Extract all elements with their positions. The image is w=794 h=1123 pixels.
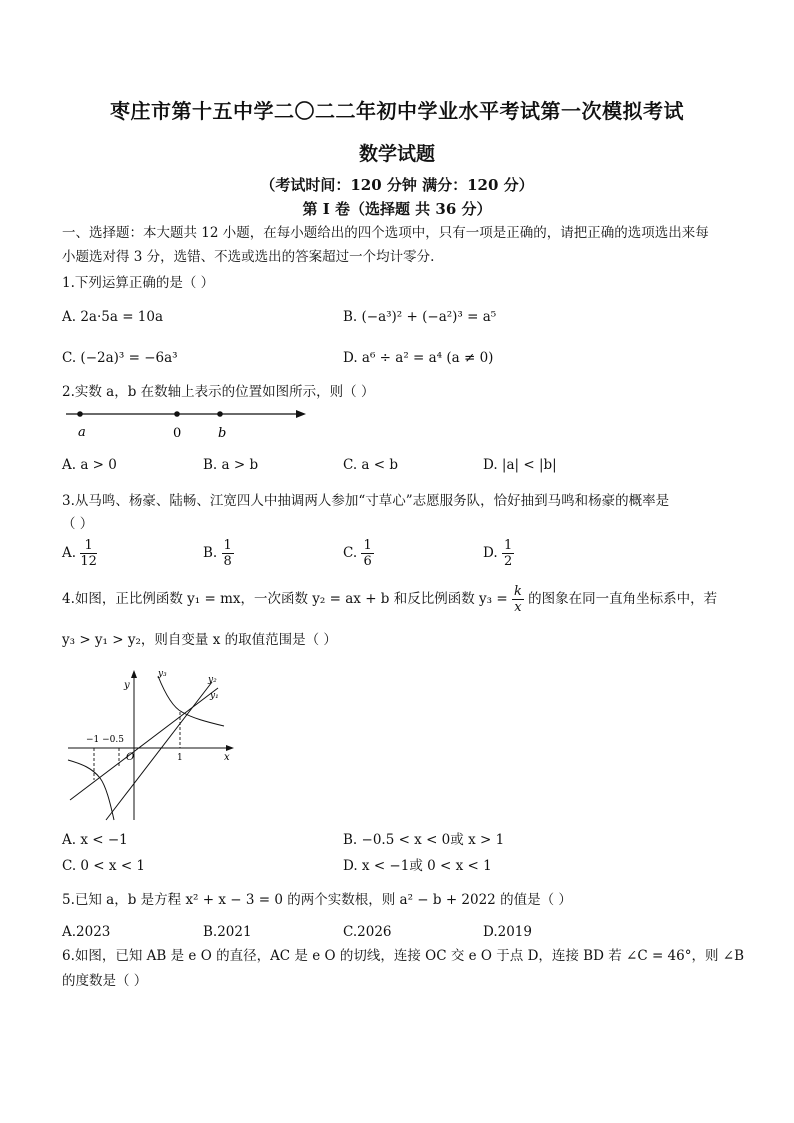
q4-stem xyxy=(62,585,717,614)
q3-option-b xyxy=(203,539,234,568)
volume-heading: 第 I 卷（选择题 共 36 分） xyxy=(302,200,492,218)
q3-option-d-letter: D. xyxy=(483,545,498,561)
q4-option-a: A. x < −1 xyxy=(62,832,128,848)
fraction xyxy=(80,539,97,568)
fraction-denominator: x xyxy=(514,600,522,615)
fraction xyxy=(361,539,373,568)
number-line-arrow xyxy=(296,410,306,418)
fraction-numerator: 1 xyxy=(80,539,97,554)
point-b xyxy=(217,411,223,417)
point-zero xyxy=(174,411,180,417)
q3-option-b-letter: B. xyxy=(203,545,218,561)
fraction-numerator: 1 xyxy=(223,538,232,553)
fraction-denominator: 8 xyxy=(223,554,232,569)
q3-stem-paren: （ ） xyxy=(62,516,94,532)
fraction xyxy=(222,539,234,568)
label-tick-1: 1 xyxy=(177,753,183,763)
y3-curve-lower xyxy=(68,760,114,820)
q5-option-c: C.2026 xyxy=(343,924,392,940)
label-neg-ticks: −1 −0.5 xyxy=(86,735,124,745)
page-title: 枣庄市第十五中学二〇二二年初中学业水平考试第一次模拟考试 xyxy=(110,99,684,123)
fraction-numerator: 1 xyxy=(363,538,372,553)
label-y1: y₁ xyxy=(210,691,219,701)
q1-option-c: C. (−2a)³ = −6a³ xyxy=(62,350,178,366)
q5-option-b: B.2021 xyxy=(203,924,252,940)
q4-stem-line2: y₃ > y₁ > y₂，则自变量 x 的取值范围是（ ） xyxy=(62,632,337,648)
y-axis-arrow xyxy=(131,670,137,678)
label-zero: 0 xyxy=(173,426,182,441)
q5-option-a: A.2023 xyxy=(62,924,111,940)
x-axis-arrow xyxy=(226,745,234,751)
function-graph-figure xyxy=(62,662,242,822)
q4-stem-part1: 4.如图，正比例函数 y₁ = mx，一次函数 y₂ = ax + b 和反比例函数 y₃ = xyxy=(62,591,508,607)
q4-option-c: C. 0 < x < 1 xyxy=(62,858,146,874)
label-b: b xyxy=(218,426,227,441)
fraction-denominator: 12 xyxy=(80,554,97,569)
q6-stem-line2: 的度数是（ ） xyxy=(62,973,148,989)
label-x-axis: x xyxy=(224,752,230,763)
fraction-numerator: 1 xyxy=(503,538,513,553)
label-a: a xyxy=(78,425,86,440)
q3-stem: 3.从马鸣、杨豪、陆畅、江宽四人中抽调两人参加“寸草心”志愿服务队，恰好抽到马鸣和杨豪的概率是 xyxy=(62,493,670,509)
label-y-axis: y xyxy=(124,680,130,691)
q1-option-b: B. (−a³)² + (−a²)³ = a⁵ xyxy=(343,309,497,325)
q5-option-d: D.2019 xyxy=(483,924,532,940)
section-instructions-line2: 小题选对得 3 分，选错、不选或选出的答案超过一个均计零分. xyxy=(62,249,435,265)
q5-stem: 5.已知 a，b 是方程 x² + x − 3 = 0 的两个实数根，则 a² − b + 2022 的值是（ ） xyxy=(62,892,572,908)
label-origin: O xyxy=(126,752,135,763)
q3-option-d xyxy=(483,539,514,568)
q3-option-c xyxy=(343,539,374,568)
q3-option-a-letter: A. xyxy=(62,545,77,561)
label-y3: y₃ xyxy=(158,669,167,679)
exam-info: （考试时间：120 分钟 满分：120 分） xyxy=(260,176,534,194)
fraction-denominator: 2 xyxy=(503,554,513,569)
fraction-denominator: 6 xyxy=(363,554,372,569)
section-instructions-line1: 一、选择题：本大题共 12 小题，在每小题给出的四个选项中，只有一项是正确的，请把正确的选项选出来每 xyxy=(62,225,709,241)
q3-option-c-letter: C. xyxy=(343,545,358,561)
label-y2: y₂ xyxy=(208,675,217,685)
fraction-numerator: k xyxy=(513,584,522,599)
fraction xyxy=(502,539,514,568)
q6-stem-line1: 6.如图，已知 AB 是 e O 的直径，AC 是 e O 的切线，连接 OC 交 e O 于点 D，连接 BD 若 ∠C = 46°，则 ∠B xyxy=(62,948,744,964)
q4-stem-part2: 的图象在同一直角坐标系中，若 xyxy=(528,591,718,607)
q3-option-a xyxy=(62,539,97,568)
q1-option-d: D. a⁶ ÷ a² = a⁴ (a ≠ 0) xyxy=(343,350,494,366)
q4-option-b: B. −0.5 < x < 0或 x > 1 xyxy=(343,832,505,848)
point-a xyxy=(77,411,83,417)
q2-option-d: D. |a| < |b| xyxy=(483,457,557,473)
q1-stem: 1.下列运算正确的是（ ） xyxy=(62,275,215,291)
number-line-figure xyxy=(62,402,312,444)
q2-option-a: A. a > 0 xyxy=(62,457,117,473)
q1-option-a: A. 2a·5a = 10a xyxy=(62,309,164,325)
q4-option-d: D. x < −1或 0 < x < 1 xyxy=(343,858,492,874)
fraction-k-over-x xyxy=(512,585,524,614)
page-subtitle: 数学试题 xyxy=(358,143,435,165)
q2-option-c: C. a < b xyxy=(343,457,399,473)
q2-stem: 2.实数 a，b 在数轴上表示的位置如图所示，则（ ） xyxy=(62,384,375,400)
y2-line xyxy=(106,682,212,820)
q2-option-b: B. a > b xyxy=(203,457,259,473)
